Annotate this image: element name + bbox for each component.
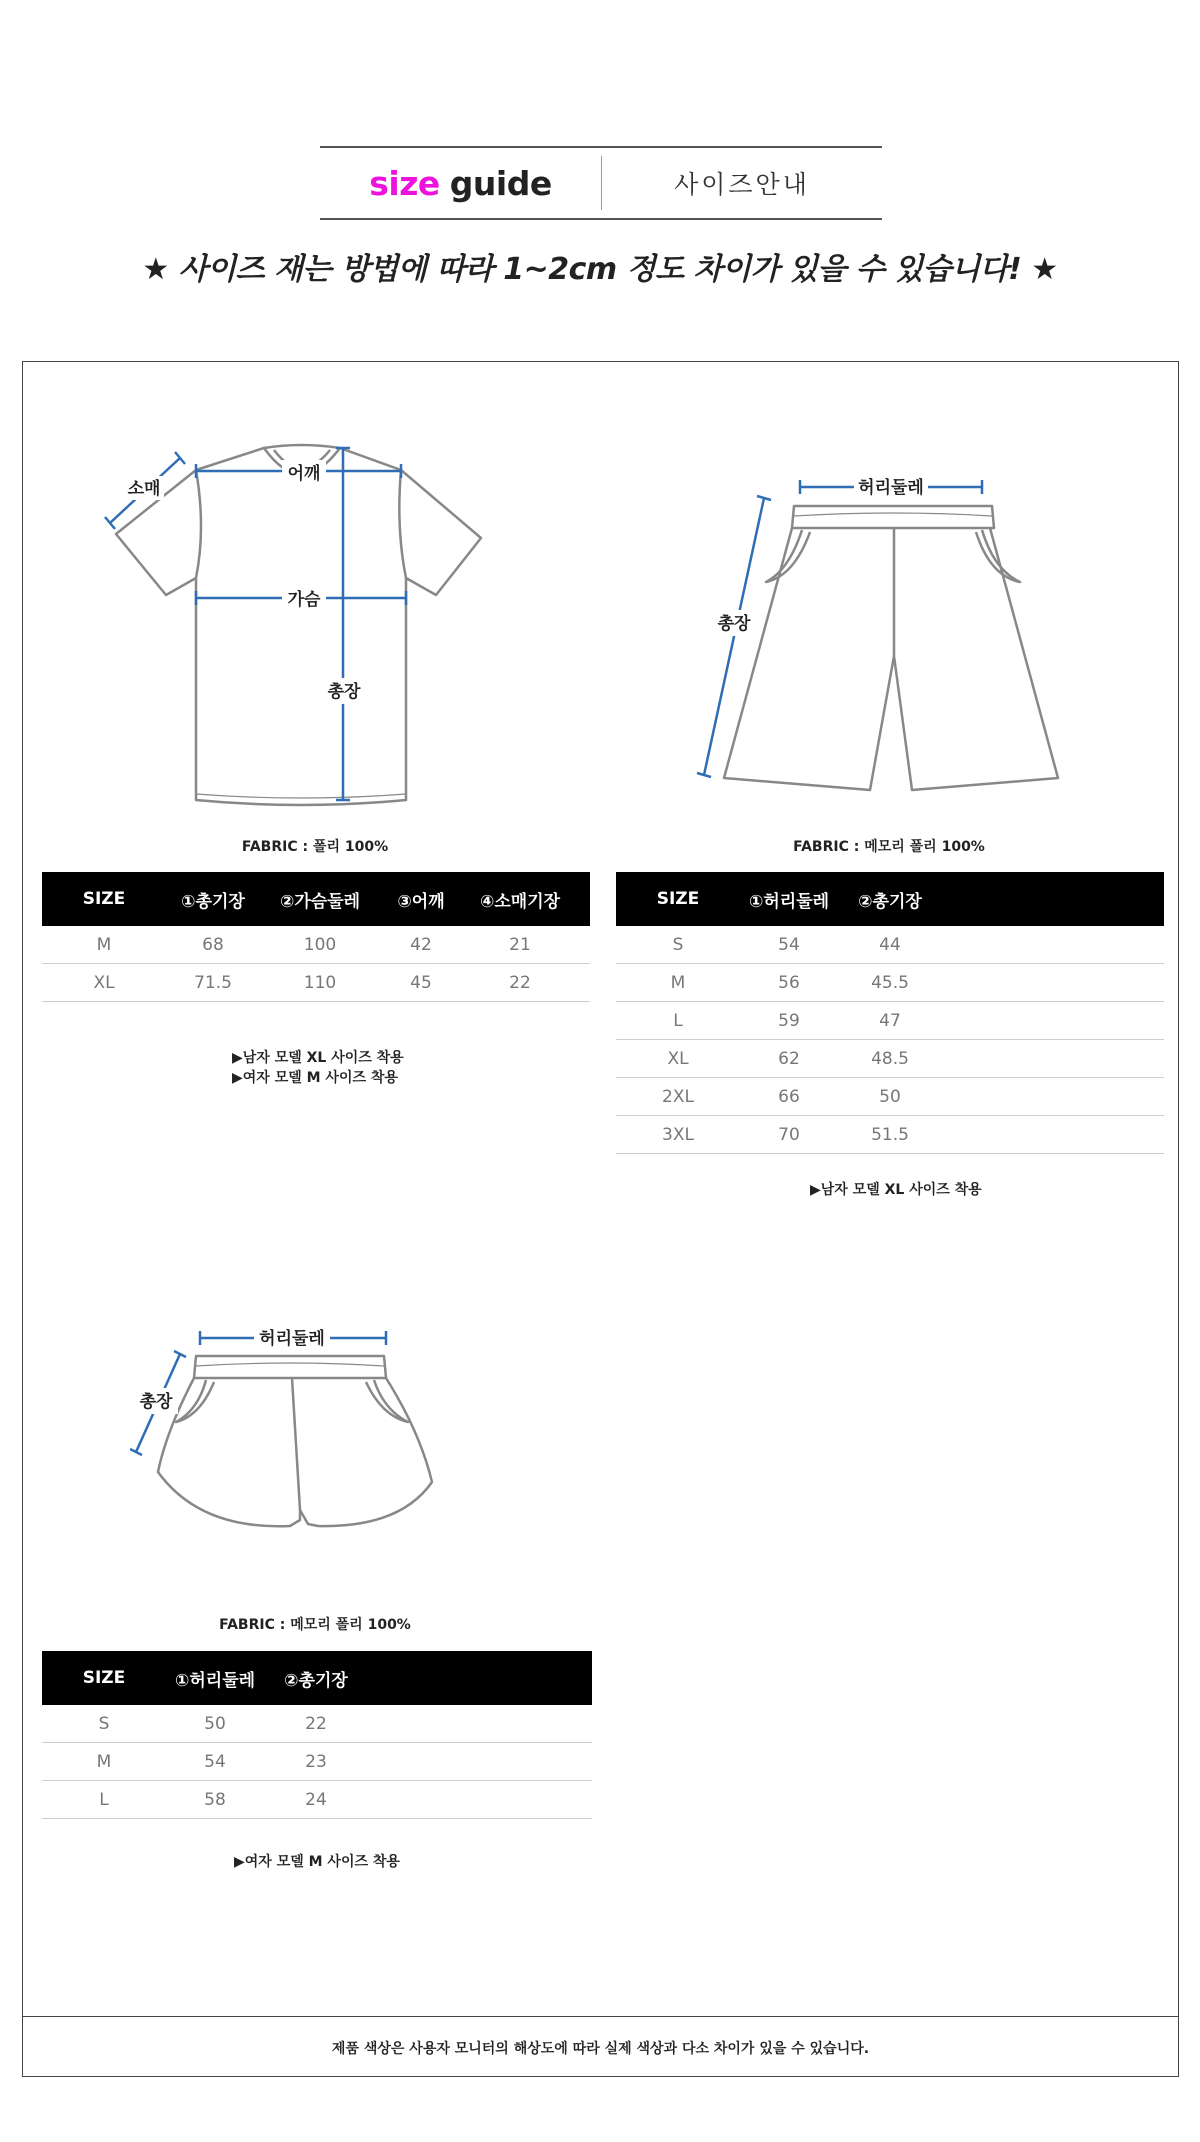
tshirt-measure-lines	[105, 448, 406, 800]
header-cell: ②총기장	[858, 891, 922, 912]
model-note: ▶남자 모델 XL 사이즈 착용	[810, 1182, 982, 1198]
long-shorts-fabric: FABRIC : 메모리 폴리 100%	[793, 839, 985, 855]
model-note: ▶여자 모델 M 사이즈 착용	[234, 1854, 400, 1870]
table-row	[616, 964, 1164, 1002]
long-shorts-model-notes	[810, 1180, 982, 1200]
size-guide-header	[320, 146, 882, 220]
short-shorts-size-table	[42, 1651, 592, 1819]
short-shorts-model-notes	[234, 1852, 400, 1872]
long-shorts-size-table	[616, 872, 1164, 1154]
label-sleeve: 소매	[127, 479, 161, 499]
table-row	[616, 1116, 1164, 1154]
cell: 45	[410, 972, 432, 993]
model-note: ▶남자 모델 XL 사이즈 착용	[232, 1050, 404, 1066]
cell: L	[99, 1789, 109, 1810]
header-cell: ④소매기장	[479, 891, 561, 912]
footer-divider	[22, 2016, 1179, 2017]
header-cell: ②가슴둘레	[279, 891, 361, 912]
cell: L	[673, 1010, 683, 1031]
cell: 47	[879, 1010, 901, 1031]
label-shoulder: 어깨	[287, 464, 321, 484]
cell: 54	[204, 1751, 226, 1772]
cell: 62	[778, 1048, 800, 1069]
cell: 66	[778, 1086, 800, 1107]
label-waist: 허리둘레	[858, 478, 924, 498]
cell: 71.5	[194, 972, 232, 993]
label-length: 총장	[717, 614, 751, 634]
cell: 70	[778, 1124, 800, 1145]
cell: 24	[305, 1789, 327, 1810]
tshirt-model-notes	[232, 1048, 404, 1088]
header-cell: SIZE	[82, 889, 126, 909]
short-shorts-diagram	[130, 1322, 450, 1542]
model-note: ▶여자 모델 M 사이즈 착용	[232, 1070, 398, 1086]
cell: 42	[410, 934, 432, 955]
cell: M	[670, 972, 686, 993]
cell: XL	[667, 1048, 689, 1069]
cell: 54	[778, 934, 800, 955]
header-cell: ①허리둘레	[174, 1670, 256, 1691]
table-row	[42, 926, 590, 964]
header-cell: ③어깨	[397, 891, 445, 912]
cell: XL	[93, 972, 115, 993]
tshirt-fabric: FABRIC : 폴리 100%	[241, 839, 389, 855]
cell: 68	[202, 934, 224, 955]
cell: 22	[305, 1713, 327, 1734]
table-row	[616, 1040, 1164, 1078]
cell: M	[96, 1751, 112, 1772]
cell: S	[98, 1713, 110, 1734]
label-waist: 허리둘레	[259, 1329, 325, 1349]
cell: 100	[303, 934, 337, 955]
table-row	[616, 926, 1164, 964]
color-disclaimer: 제품 색상은 사용자 모니터의 해상도에 따라 실제 색상과 다소 차이가 있을 수 있습니다.	[331, 2041, 870, 2057]
cell: 110	[303, 972, 337, 993]
cell: M	[96, 934, 112, 955]
cell: 58	[204, 1789, 226, 1810]
table-header	[42, 872, 590, 926]
cell: 23	[305, 1751, 327, 1772]
long-shorts-outline	[724, 506, 1058, 790]
table-row	[616, 1078, 1164, 1116]
cell: 3XL	[662, 1124, 694, 1145]
tshirt-outline	[116, 445, 481, 805]
cell: 45.5	[871, 972, 909, 993]
table-row	[42, 1705, 592, 1743]
header-cell: SIZE	[82, 1668, 126, 1688]
cell: 48.5	[871, 1048, 909, 1069]
table-header	[42, 1651, 592, 1705]
title-accent: size	[369, 163, 440, 203]
cell: 50	[204, 1713, 226, 1734]
short-shorts-fabric: FABRIC : 메모리 폴리 100%	[219, 1617, 411, 1633]
title-rest: guide	[449, 163, 552, 203]
tshirt-diagram	[96, 438, 506, 808]
size-guide-title	[320, 148, 601, 218]
cell: S	[672, 934, 684, 955]
table-row	[616, 1002, 1164, 1040]
label-length: 총장	[327, 682, 361, 702]
header-cell: ①허리둘레	[748, 891, 830, 912]
header-cell: ②총기장	[284, 1670, 348, 1691]
cell: 56	[778, 972, 800, 993]
table-row	[42, 1781, 592, 1819]
cell: 21	[509, 934, 531, 955]
tshirt-size-table	[42, 872, 590, 1002]
label-chest: 가슴	[287, 590, 321, 610]
long-shorts-diagram	[694, 470, 1074, 800]
short-shorts-outline	[158, 1356, 432, 1526]
cell: 59	[778, 1010, 800, 1031]
header-cell: ①총기장	[181, 891, 245, 912]
cell: 22	[509, 972, 531, 993]
measurement-notice: ★ 사이즈 재는 방법에 따라 1~2cm 정도 차이가 있을 수 있습니다! ★	[142, 252, 1058, 287]
cell: 44	[879, 934, 901, 955]
cell: 51.5	[871, 1124, 909, 1145]
cell: 2XL	[662, 1086, 694, 1107]
size-guide-subtitle: 사이즈안내	[674, 170, 810, 199]
header-cell: SIZE	[656, 889, 700, 909]
table-row	[42, 964, 590, 1002]
table-row	[42, 1743, 592, 1781]
cell: 50	[879, 1086, 901, 1107]
label-length: 총장	[139, 1392, 173, 1412]
table-header	[616, 872, 1164, 926]
